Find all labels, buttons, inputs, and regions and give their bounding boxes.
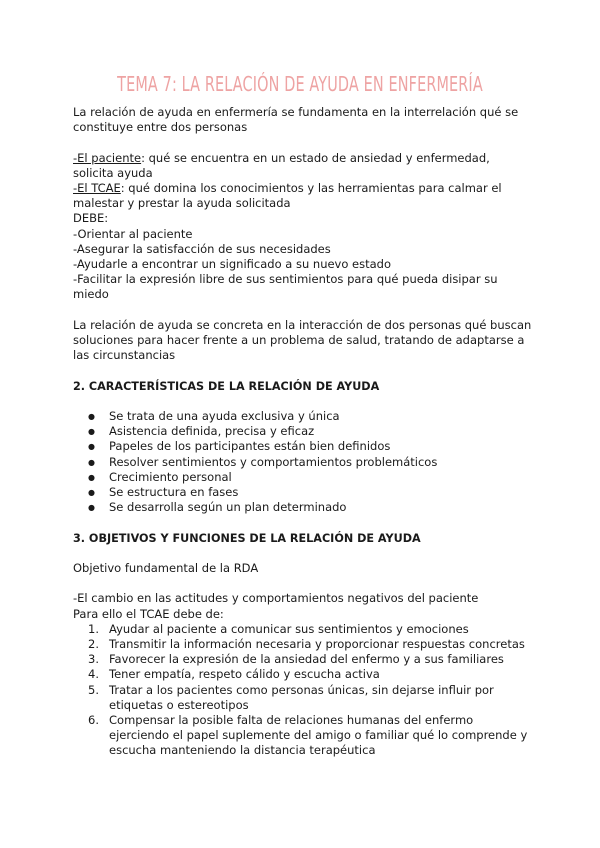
page-title: TEMA 7: LA RELACIÓN DE AYUDA EN ENFERMERÍA [117,72,483,96]
paciente-text: : qué se encuentra en un estado de ansiedad y enfermedad, solicita ayuda [73,150,490,180]
paciente-label: -El paciente [73,150,142,165]
intro-paragraph: La relación de ayuda en enfermería se fundamenta en la interrelación qué se constituye entre dos personas [73,105,519,135]
funciones-list [73,622,533,759]
list-item [73,683,533,713]
item-text: Favorecer la expresión de la ansiedad del enfermo y a sus familiares [109,652,504,667]
list-item: ● Se desarrolla según un plan determinado [73,500,533,515]
list-item [73,713,533,759]
item-number: 3. [88,652,99,667]
list-item: ● Resolver sentimientos y comportamientos problemáticos [73,455,533,470]
list-item: ● Papeles de los participantes están bien definidos [73,439,533,454]
debe-label: DEBE: [73,211,109,226]
list-item [73,622,533,637]
item-number: 2. [88,637,99,651]
list-item: ● Se estructura en fases [73,485,533,500]
list-item [73,637,533,652]
item-text: Tratar a los pacientes como personas únicas, sin dejarse influir por etiquetas o estereotipos [109,682,494,712]
concreta-paragraph: La relación de ayuda se concreta en la interacción de dos personas qué buscan soluciones para hacer frente a un problema de salud, tratando de adaptarse a las circunstancias [73,317,532,363]
caracteristicas-list [73,409,533,515]
list-item: ● Crecimiento personal [73,470,533,485]
list-item: ● Se trata de una ayuda exclusiva y única [73,409,533,424]
paciente-paragraph [73,151,533,181]
section3-heading: 3. OBJETIVOS Y FUNCIONES DE LA RELACIÓN DE AYUDA [73,531,421,545]
item-number: 1. [88,621,99,636]
item-number: 4. [88,667,99,682]
debe-item: -Ayudarle a encontrar un significado a su nuevo estado [73,257,392,272]
list-item [73,652,533,667]
cambio-paragraph: -El cambio en las actitudes y comportamientos negativos del paciente [73,591,479,606]
tcae-paragraph [73,181,533,211]
objetivo-label: Objetivo fundamental de la RDA [73,561,259,575]
item-text: Compensar la posible falta de relaciones humanas del enfermo ejerciendo el papel suplemente del amigo o familiar qué lo comprende y escucha manteniendo la distancia terapéutica [109,713,528,758]
list-item [73,667,533,682]
section2-heading: 2. CARACTERÍSTICAS DE LA RELACIÓN DE AYUDA [73,379,380,393]
item-number: 5. [88,682,99,697]
item-text: Tener empatía, respeto cálido y escucha activa [109,667,380,682]
tcae-label: -El TCAE [73,181,121,195]
item-text: Ayudar al paciente a comunicar sus sentimientos y emociones [109,621,469,636]
item-number: 6. [88,713,99,728]
tcae-text: : qué domina los conocimientos y las herramientas para calmar el malestar y prestar la ayuda solicitada [73,181,502,211]
para-ello-paragraph: Para ello el TCAE debe de: [73,606,224,621]
debe-item: -Facilitar la expresión libre de sus sentimientos para qué pueda disipar su miedo [73,272,498,302]
list-item: ● Asistencia definida, precisa y eficaz [73,424,533,439]
document-body [73,105,533,759]
debe-item: -Orientar al paciente [73,226,193,241]
item-text: Transmitir la información necesaria y proporcionar respuestas concretas [109,637,525,651]
debe-item: -Asegurar la satisfacción de sus necesidades [73,241,331,256]
